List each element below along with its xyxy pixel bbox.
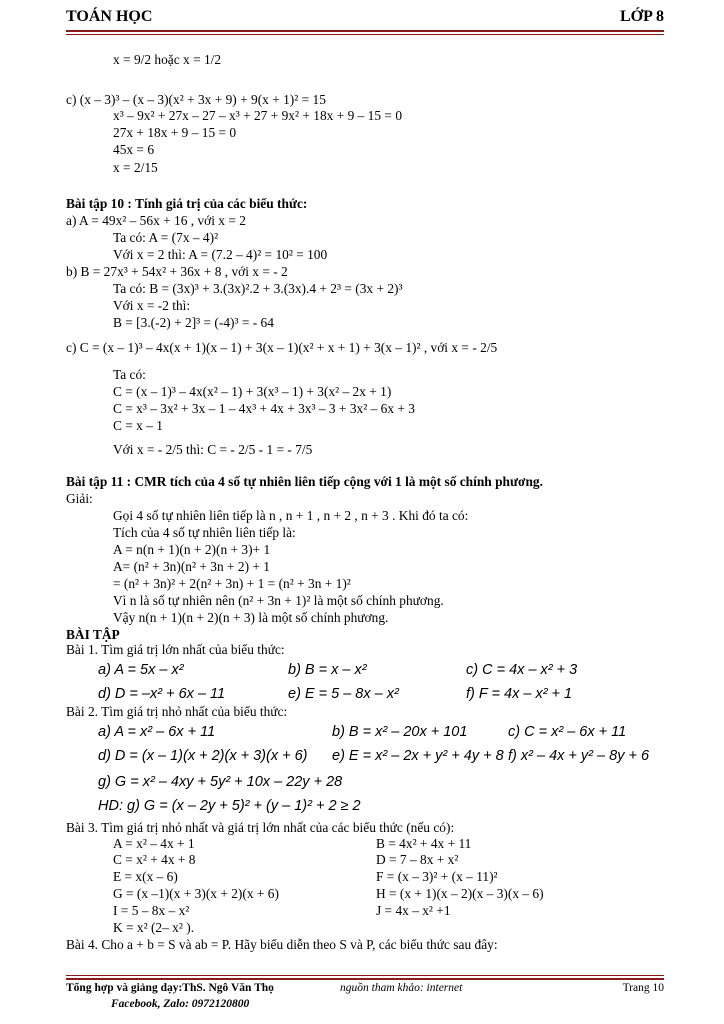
line-47: A = x² – 4x + 1: [113, 836, 195, 851]
line-48: B = 4x² + 4x + 11: [376, 836, 472, 851]
exercises-heading: BÀI TẬP: [66, 627, 120, 642]
line-44: g) G = x² – 4xy + 5y² + 10x – 22y + 28: [98, 774, 343, 790]
footer-source: nguồn tham khảo: internet: [340, 982, 463, 994]
page-header: [66, 8, 664, 30]
line-49: C = x² + 4x + 8: [113, 852, 196, 867]
line-52: F = (x – 3)² + (x – 11)²: [376, 869, 498, 884]
line-1: c) (x – 3)³ – (x – 3)(x² + 3x + 9) + 9(x + 1)² = 15: [66, 92, 326, 107]
line-3: 27x + 18x + 9 – 15 = 0: [113, 125, 237, 140]
line-28: Vậy n(n + 1)(n + 2)(n + 3) là một số chính phương.: [113, 610, 389, 625]
line-8: Ta có: A = (7x – 4)²: [113, 230, 219, 245]
page-content: [66, 42, 664, 964]
line-15: Ta có:: [113, 367, 146, 382]
line-41: d) D = (x – 1)(x + 2)(x + 3)(x + 6): [98, 748, 308, 764]
line-57: K = x² (2– x² ).: [113, 920, 195, 935]
line-54: H = (x + 1)(x – 2)(x – 3)(x – 6): [376, 886, 544, 901]
line-37: Bài 2. Tìm giá trị nhỏ nhất của biểu thức:: [66, 704, 288, 719]
line-46: Bài 3. Tìm giá trị nhỏ nhất và giá trị lớn nhất của các biểu thức (nếu có):: [66, 820, 455, 835]
line-40: c) C = x² – 6x + 11: [508, 724, 627, 740]
line-26: = (n² + 3n)² + 2(n² + 3n) + 1 = (n² + 3n + 1)²: [113, 576, 351, 591]
line-14: c) C = (x – 1)³ – 4x(x + 1)(x – 1) + 3(x – 1)(x² + x + 1) + 3(x – 1)² , với x = - 2/5: [66, 340, 498, 355]
line-16: C = (x – 1)³ – 4x(x² – 1) + 3(x³ – 1) + 3(x² – 2x + 1): [113, 384, 392, 399]
line-38: a) A = x² – 6x + 11: [98, 724, 216, 740]
line-5: x = 2/15: [113, 160, 158, 175]
line-58: Bài 4. Cho a + b = S và ab = P. Hãy biểu diễn theo S và P, các biểu thức sau đây:: [66, 937, 498, 952]
line-17: C = x³ – 3x² + 3x – 1 – 4x³ + 4x + 3x³ – 3 + 3x² – 6x + 3: [113, 401, 415, 416]
line-36: f) F = 4x – x² + 1: [466, 686, 573, 702]
line-45: HD: g) G = (x – 2y + 5)² + (y – 1)² + 2 ≥ 2: [98, 798, 361, 814]
grade-title: LỚP 8: [619, 8, 664, 25]
line-0: x = 9/2 hoặc x = 1/2: [113, 52, 222, 67]
line-7: a) A = 49x² – 56x + 16 , với x = 2: [66, 213, 246, 228]
line-9: Với x = 2 thì: A = (7.2 – 4)² = 10² = 100: [113, 247, 328, 262]
footer-rule: [66, 975, 664, 980]
line-22: Gọi 4 số tự nhiên liên tiếp là n , n + 1 , n + 2 , n + 3 . Khi đó ta có:: [113, 508, 469, 523]
line-35: e) E = 5 – 8x – x²: [288, 686, 399, 702]
line-13: B = [3.(-2) + 2]³ = (-4)³ = - 64: [113, 315, 274, 330]
line-55: I = 5 – 8x – x²: [113, 903, 190, 918]
footer-author: Tổng hợp và giảng dạy:ThS. Ngô Văn Thọ: [66, 982, 274, 994]
line-18: C = x – 1: [113, 418, 163, 433]
line-50: D = 7 – 8x + x²: [376, 852, 459, 867]
subject-title: TOÁN HỌC: [66, 8, 153, 25]
line-10: b) B = 27x³ + 54x² + 36x + 8 , với x = - 2: [66, 264, 288, 279]
line-39: b) B = x² – 20x + 101: [332, 724, 468, 740]
header-rule: [66, 30, 664, 35]
line-23: Tích của 4 số tự nhiên liên tiếp là:: [113, 525, 296, 540]
footer-contact: Facebook, Zalo: 0972120800: [111, 998, 250, 1010]
line-2: x³ – 9x² + 27x – 27 – x³ + 27 + 9x² + 18x + 9 – 15 = 0: [113, 108, 403, 123]
line-30: Bài 1. Tìm giá trị lớn nhất của biểu thức:: [66, 642, 285, 657]
line-34: d) D = –x² + 6x – 11: [98, 686, 226, 702]
exercise-11-title: Bài tập 11 : CMR tích của 4 số tự nhiên liên tiếp cộng với 1 là một số chính phương.: [66, 474, 543, 489]
line-11: Ta có: B = (3x)³ + 3.(3x)².2 + 3.(3x).4 + 2³ = (3x + 2)³: [113, 281, 403, 296]
line-53: G = (x –1)(x + 3)(x + 2)(x + 6): [113, 886, 279, 901]
line-33: c) C = 4x – x² + 3: [466, 662, 578, 678]
page-number: Trang 10: [622, 982, 664, 994]
line-56: J = 4x – x² +1: [376, 903, 451, 918]
line-21: Giải:: [66, 491, 93, 506]
line-4: 45x = 6: [113, 142, 155, 157]
line-32: b) B = x – x²: [288, 662, 367, 678]
line-43: f) x² – 4x + y² – 8y + 6: [508, 748, 650, 764]
line-51: E = x(x – 6): [113, 869, 178, 884]
line-27: Vì n là số tự nhiên nên (n² + 3n + 1)² là một số chính phương.: [113, 593, 444, 608]
line-19: Với x = - 2/5 thì: C = - 2/5 - 1 = - 7/5: [113, 442, 313, 457]
line-42: e) E = x² – 2x + y² + 4y + 8: [332, 748, 504, 764]
line-24: A = n(n + 1)(n + 2)(n + 3)+ 1: [113, 542, 271, 557]
line-25: A= (n² + 3n)(n² + 3n + 2) + 1: [113, 559, 270, 574]
line-12: Với x = -2 thì:: [113, 298, 191, 313]
line-31: a) A = 5x – x²: [98, 662, 184, 678]
exercise-10-title: Bài tập 10 : Tính giá trị của các biểu thức:: [66, 196, 308, 211]
